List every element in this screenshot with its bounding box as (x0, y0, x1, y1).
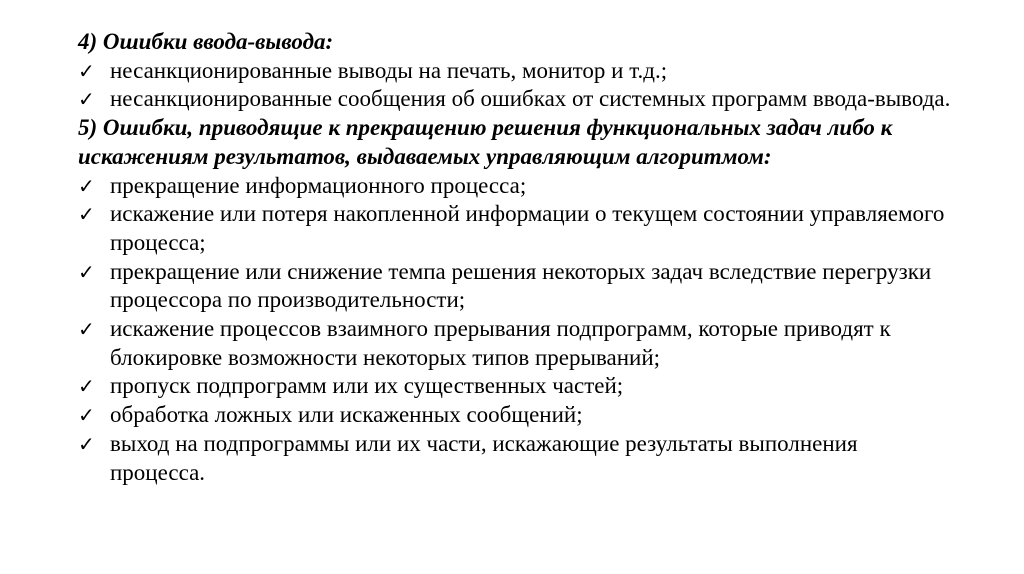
list-item-text: искажение процессов взаимного прерывания подпрограмм, которые приводят к блокировке возможности некоторых типов прерываний; (110, 316, 891, 370)
section-4 (78, 28, 954, 114)
list-item (78, 200, 954, 257)
checkmark-icon: ✓ (78, 173, 95, 198)
list-item (78, 172, 954, 201)
section-5-heading: 5) Ошибки, приводящие к прекращению решения функциональных задач либо к искажениям результатов, выдаваемых управляющим алгоритмом: (78, 115, 893, 169)
list-item-text: прекращение информационного процесса; (110, 172, 527, 198)
checkmark-icon: ✓ (78, 58, 95, 83)
list-item-text: пропуск подпрограмм или их существенных частей; (110, 373, 624, 399)
list-item (78, 315, 954, 372)
list-item (78, 85, 954, 114)
list-item-text: несанкционированные выводы на печать, монитор и т.д.; (110, 57, 668, 83)
checkmark-icon: ✓ (78, 374, 95, 399)
checkmark-icon: ✓ (78, 87, 95, 112)
list-item (78, 372, 954, 401)
checkmark-icon: ✓ (78, 431, 95, 456)
list-item-text: несанкционированные сообщения об ошибках от системных программ ввода-вывода. (110, 86, 951, 112)
list-item (78, 57, 954, 86)
checkmark-icon: ✓ (78, 259, 95, 284)
list-item-text: обработка ложных или искаженных сообщений; (110, 402, 583, 428)
list-item (78, 430, 954, 487)
list-item-text: прекращение или снижение темпа решения некоторых задач вследствие перегрузки процессора по производительности; (110, 258, 932, 313)
checkmark-icon: ✓ (78, 403, 95, 428)
checkmark-icon: ✓ (78, 202, 95, 227)
section-5 (78, 114, 954, 487)
checkmark-icon: ✓ (78, 317, 95, 342)
section-4-heading: 4) Ошибки ввода-вывода: (78, 29, 334, 54)
list-item-text: выход на подпрограммы или их части, искажающие результаты выполнения процесса. (110, 430, 858, 485)
list-item (78, 401, 954, 430)
list-item (78, 258, 954, 315)
list-item-text: искажение или потеря накопленной информации о текущем состоянии управляемого процесса; (110, 201, 945, 255)
